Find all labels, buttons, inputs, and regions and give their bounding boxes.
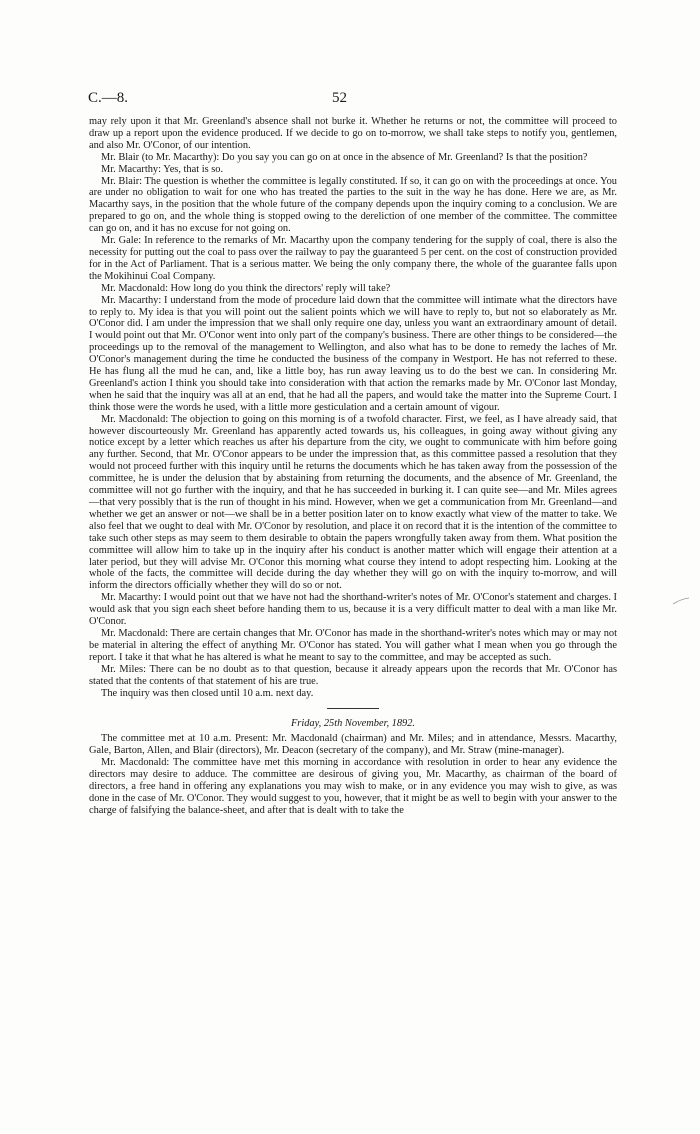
paragraph: The committee met at 10 a.m. Present: Mr. Macdonald (chairman) and Mr. Miles; and in attendance, Messrs. Macarthy, Gale, Barton, Allen, and Blair (directors), Mr. Deacon (secretary of the company), and Mr. Straw (mine-manager). (89, 733, 617, 757)
paragraph: Mr. Macarthy: Yes, that is so. (101, 163, 224, 175)
page-header (88, 90, 618, 110)
section-divider (327, 708, 379, 709)
section-dateline: Friday, 25th November, 1892. (290, 718, 416, 730)
page-number: 52 (332, 90, 347, 106)
paragraph: Mr. Blair: The question is whether the committee is legally constituted. If so, it can go on with the proceedings at once. You are under no obligation to wait for one who has treated the parties to the suit in the way he has done. Here we are, as Mr. Macarthy says, in the position that the whole future of the company depends upon the inquiry coming to a conclusion. We are prepared to go on, and the whole thing is stopped owing to the dereliction of one member of the committee. The committee can go on, and it has no excuse for not going on. (89, 175, 617, 235)
paragraph: Mr. Macarthy: I would point out that we have not had the shorthand-writer's notes of Mr. O'Conor's statement and charges. I would ask that you sign each sheet before handing them to us, because it is a very difficult matter to deal with a man like Mr. O'Conor. (89, 592, 617, 628)
paragraph: may rely upon it that Mr. Greenland's absence shall not burke it. Whether he returns or not, the committee will proceed to draw up a report upon the evidence produced. If we decide to go on to-morrow, we shall take steps to notify you, gentlemen, and also Mr. O'Conor, of our intention. (89, 116, 617, 151)
margin-pencil-mark (672, 596, 690, 606)
paragraph: Mr. Macdonald: How long do you think the directors' reply will take? (101, 282, 391, 294)
paragraph: Mr. Macarthy: I understand from the mode of procedure laid down that the committee will intimate what the directors have to reply to. My idea is that you will point out the salient points which we will have to reply to, but not so elaborately as Mr. O'Conor did. I am under the impression that we shall only require one day, unless you want an extraordinary amount of detail. I would point out that Mr. O'Conor went into only part of the company's business. There are other things to be considered—the proceedings up to the removal of the management to Wellington, and also what has to be done to remedy the laches of Mr. O'Conor's management during the time he conducted the business of the company in Westport. He has not referred to these. He has flung all the mud he can, and, like a little boy, has run away leaving us to do the best we can. In considering Mr. Greenland's action I think you should take into consideration with that action the remarks made by Mr. O'Conor last Monday, when he said that the inquiry was all at an end, that he had all the papers, and would take the matter into the Supreme Court. I think those were the words he used, with a little more gesticulation and a certain amount of vigour. (89, 294, 617, 413)
paragraph: Mr. Macdonald: The committee have met this morning in accordance with resolution in order to hear any evidence the directors may desire to adduce. The committee are desirous of giving you, Mr. Macarthy, as chairman of the board of directors, a free hand in offering any explanations you may wish to make, or in any evidence you may wish to give, as was done in the case of Mr. O'Conor. They would suggest to you, however, that it might be as well to begin with your answer to the charge of falsifying the balance-sheet, and after that is dealt with to take the (89, 757, 617, 816)
document-reference: C.—8. (88, 90, 129, 106)
paragraph: The inquiry was then closed until 10 a.m. next day. (101, 687, 314, 699)
paragraph: Mr. Blair (to Mr. Macarthy): Do you say you can go on at once in the absence of Mr. Greenland? Is that the position? (101, 151, 588, 163)
paragraph: Mr. Gale: In reference to the remarks of Mr. Macarthy upon the company tendering for the supply of coal, there is also the necessity for putting out the coal to pass over the railway to pay the guaranteed 5 per cent. on the cost of construction provided for in the Act of Parliament. That is a serious matter. We being the only company there, the whole of the guarantee falls upon the Mokihinui Coal Company. (89, 235, 617, 282)
paragraph: Mr. Macdonald: The objection to going on this morning is of a twofold character. First, we feel, as I have already said, that however discourteously Mr. Greenland has apparently acted towards us, his colleagues, in going away without giving any notice except by a letter which reaches us after his departure from the city, we ought to communicate with him before going any further. Second, that Mr. O'Conor appears to be under the impression that, as this committee passed a resolution that they would not proceed further with this inquiry until he returns the documents which he has taken away from the possession of the committee, he is under the delusion that by abstaining from returning the documents, and the absence of Mr. Greenland, the committee will not go further with the inquiry, and that he has succeeded in burking it. I can quite see—and Mr. Miles agrees—that very possibly that is the run of thought in his mind. However, when we get a communication from Mr. Greenland—and whether we get an answer or not—we shall be in a better position later on to know exactly what view of the matter to take. We also feel that we ought to deal with Mr. O'Conor by resolution, and place it on record that it is the intention of the committee to take such other steps as may seem to them desirable to obtain the papers wrongfully taken away from them. What position the committee will allow him to take up in the inquiry after his conduct is another matter which will engage their attention at a later period, but they will advise Mr. O'Conor this morning what course they intend to adopt respecting him. Looking at the whole of the facts, the committee will decide during the day whether they will go on with the inquiry to-morrow, and will inform the directors officially whether they will do so or not. (89, 413, 617, 592)
paragraph: Mr. Miles: There can be no doubt as to that question, because it already appears upon the records that Mr. O'Conor has stated that the contents of that statement of his are true. (89, 663, 617, 687)
document-body (89, 116, 617, 817)
paragraph: Mr. Macdonald: There are certain changes that Mr. O'Conor has made in the shorthand-writer's notes which may or may not be material in altering the effect of anything Mr. O'Conor has stated. You will gather what I mean when you go through the report. I take it that what he has altered is what he meant to say to the committee, and may be accepted as such. (89, 627, 617, 663)
